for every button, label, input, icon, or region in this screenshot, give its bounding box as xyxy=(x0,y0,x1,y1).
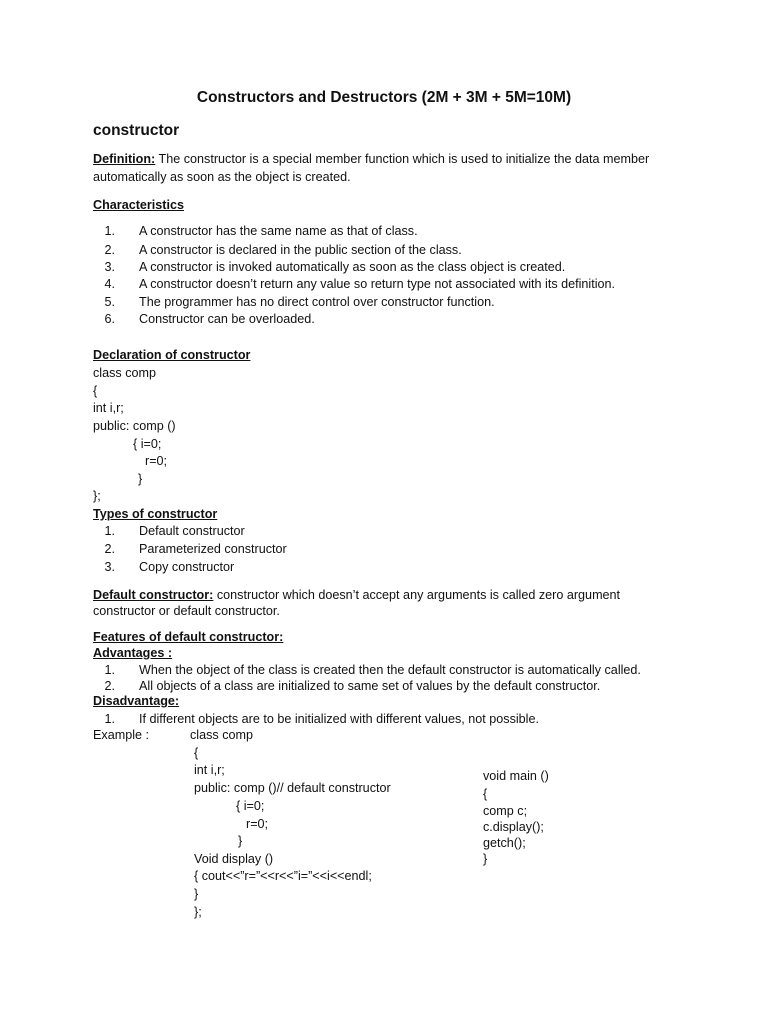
code-line: public: comp () xyxy=(93,419,176,433)
advantages-heading: Advantages : xyxy=(93,646,173,660)
declaration-heading: Declaration of constructor xyxy=(93,348,251,362)
section-heading-constructor: constructor xyxy=(93,122,180,139)
list-item: 2. A constructor is declared in the public section of the class. xyxy=(104,243,462,257)
code-line: { xyxy=(194,746,199,760)
features-heading: Features of default constructor: xyxy=(93,630,284,644)
code-line: { xyxy=(483,787,488,801)
code-line: comp c; xyxy=(483,804,528,818)
code-line: }; xyxy=(194,905,202,919)
code-line: } xyxy=(194,887,199,901)
definition-paragraph xyxy=(93,151,649,169)
list-item: 1. When the object of the class is created then the default constructor is automatically called. xyxy=(104,663,641,677)
code-line: { xyxy=(93,384,98,398)
code-line: int i,r; xyxy=(194,763,225,777)
list-item: 3. A constructor is invoked automatically as soon as the class object is created. xyxy=(104,260,566,274)
list-item: 5. The programmer has no direct control over constructor function. xyxy=(104,295,495,309)
default-constructor-paragraph xyxy=(93,587,620,605)
list-item: 4. A constructor doesn’t return any value so return type not associated with its definition. xyxy=(104,277,616,291)
characteristics-heading: Characteristics xyxy=(93,198,185,212)
code-line: r=0; xyxy=(145,454,168,468)
code-line: void main () xyxy=(483,769,549,783)
code-line: }; xyxy=(93,489,101,503)
definition-text-1: The constructor is a special member function which is used to initialize the data member xyxy=(155,152,650,166)
code-line: class comp xyxy=(93,366,156,380)
code-line: } xyxy=(483,852,488,866)
code-line: { i=0; xyxy=(133,437,162,451)
code-line: int i,r; xyxy=(93,401,124,415)
code-line: class comp xyxy=(190,728,253,742)
code-line: c.display(); xyxy=(483,820,544,834)
page-title: Constructors and Destructors (2M + 3M + 5M=10M) xyxy=(196,89,572,106)
list-item: 2. Parameterized constructor xyxy=(104,542,287,556)
disadvantage-heading: Disadvantage: xyxy=(93,694,180,708)
types-heading: Types of constructor xyxy=(93,507,218,521)
list-item: 1. If different objects are to be initialized with different values, not possible. xyxy=(104,712,539,726)
code-line: getch(); xyxy=(483,836,526,850)
list-item: 2. All objects of a class are initialized to same set of values by the default constructor. xyxy=(104,679,601,693)
list-item: 1. Default constructor xyxy=(104,524,245,538)
definition-text-2: automatically as soon as the object is created. xyxy=(93,170,351,184)
default-constructor-label: Default constructor: xyxy=(93,588,214,602)
code-line: } xyxy=(138,472,143,486)
list-item: 6. Constructor can be overloaded. xyxy=(104,312,315,326)
code-line: Void display () xyxy=(194,852,274,866)
code-line: { cout<<”r=”<<r<<”i=”<<i<<endl; xyxy=(194,869,372,883)
code-line: } xyxy=(238,834,243,848)
example-label: Example : xyxy=(93,728,149,742)
code-line: { i=0; xyxy=(236,799,265,813)
definition-label: Definition: xyxy=(93,152,156,166)
list-item: 1. A constructor has the same name as that of class. xyxy=(104,224,418,238)
code-line: r=0; xyxy=(246,817,269,831)
default-constructor-text-2: constructor or default constructor. xyxy=(93,604,280,618)
code-line: public: comp ()// default constructor xyxy=(194,781,391,795)
list-item: 3. Copy constructor xyxy=(104,560,235,574)
default-constructor-text-1: constructor which doesn’t accept any arguments is called zero argument xyxy=(213,588,621,602)
